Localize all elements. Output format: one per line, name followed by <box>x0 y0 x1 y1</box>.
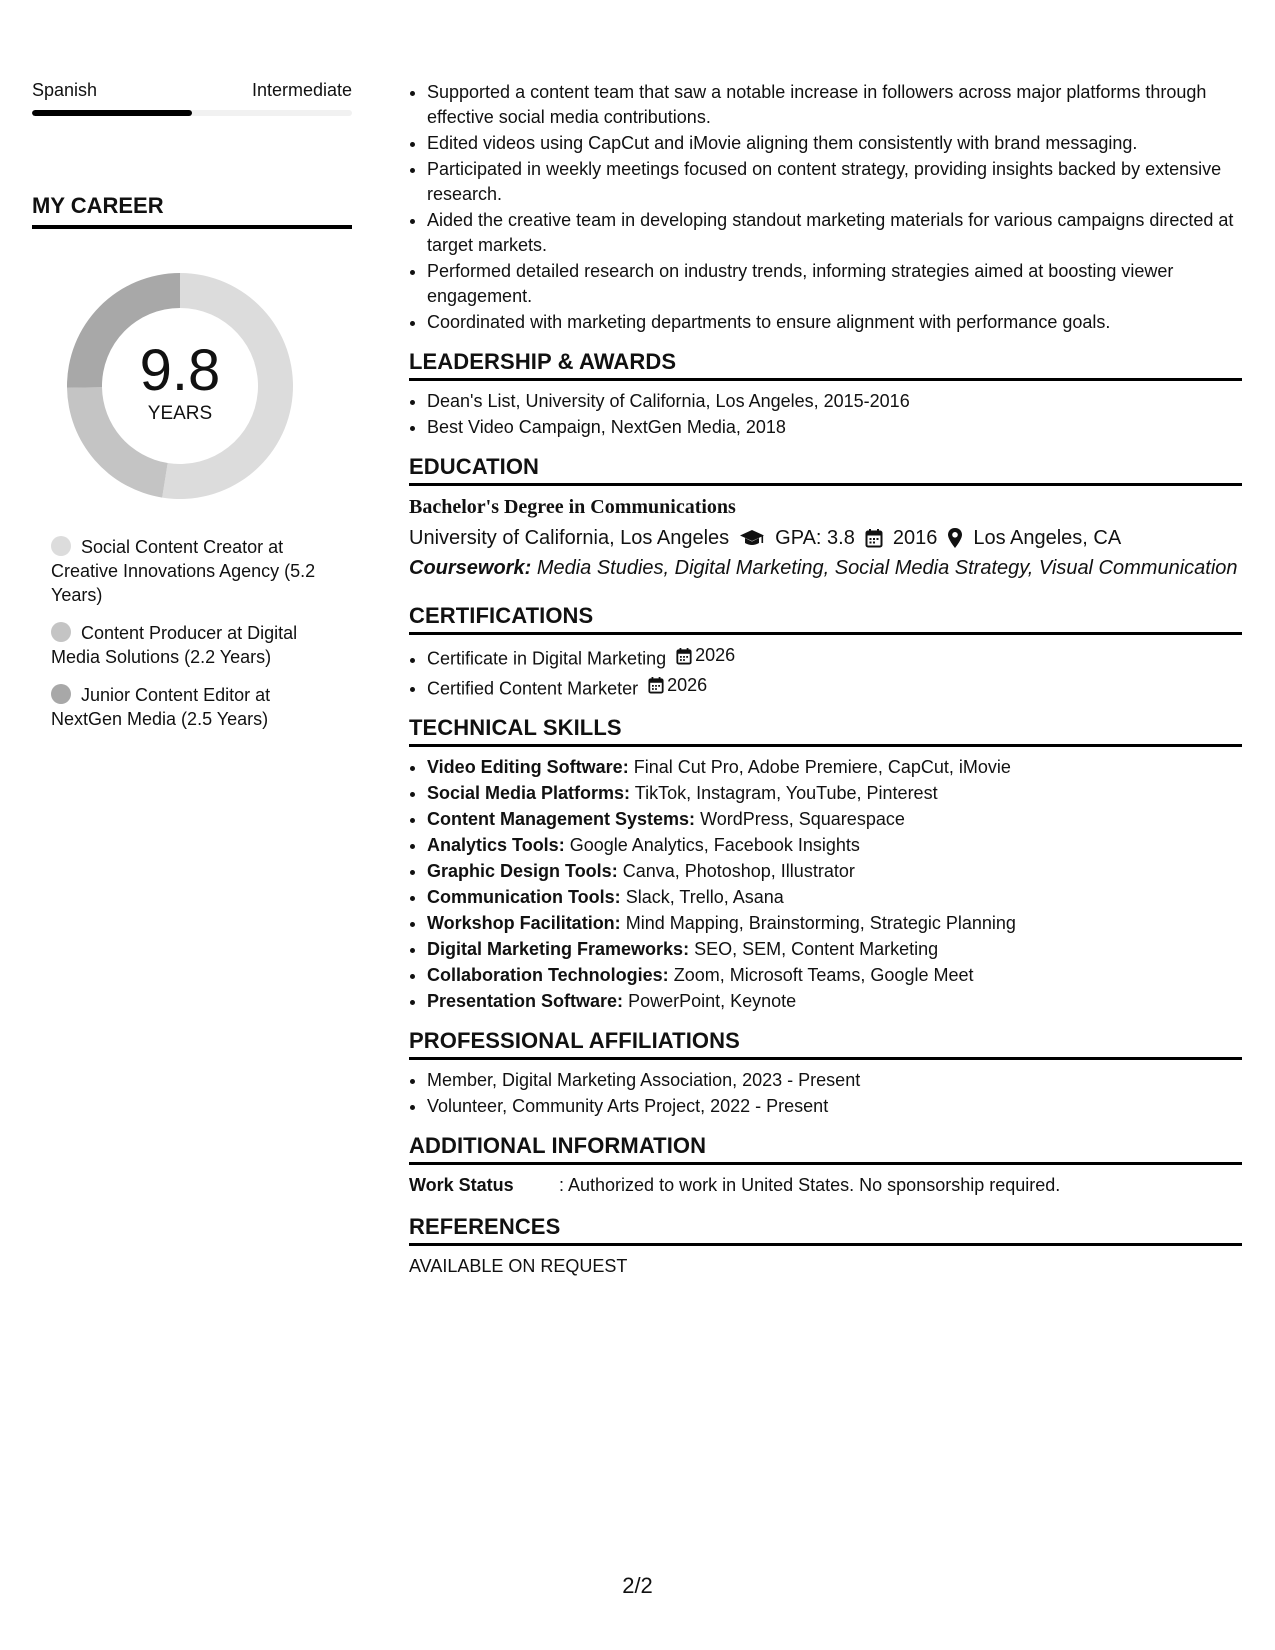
skill-item <box>427 937 1242 962</box>
work-status-label: Work Status <box>409 1175 514 1195</box>
career-total-unit: YEARS <box>147 403 213 424</box>
work-status-row <box>409 1173 1242 1197</box>
education-school: University of California, Los Angeles <box>409 527 730 549</box>
skill-item <box>427 755 1242 780</box>
skill-value: Canva, Photoshop, Illustrator <box>622 861 855 881</box>
skill-value: SEO, SEM, Content Marketing <box>694 939 939 959</box>
legend-dot-icon <box>51 684 71 704</box>
affiliation-item: • Volunteer, Community Arts Project, 2022 - Present <box>427 1094 1242 1119</box>
calendar-icon <box>865 528 883 548</box>
coursework-value: Media Studies, Digital Marketing, Social Media Strategy, Visual Communication <box>536 557 1238 579</box>
additional-section <box>409 1132 1242 1197</box>
skill-item <box>427 963 1242 988</box>
education-location: Los Angeles, CA <box>973 527 1122 549</box>
career-legend <box>51 535 352 731</box>
skill-item <box>427 859 1242 884</box>
skill-label: Collaboration Technologies: <box>427 965 669 985</box>
skill-label: Social Media Platforms: <box>427 783 631 803</box>
certification-item <box>427 643 1242 672</box>
education-year: 2016 <box>892 527 938 549</box>
experience-bullet: • Aided the creative team in developing standout marketing materials for various campaigns directed at target markets. <box>427 208 1242 258</box>
skill-value: Final Cut Pro, Adobe Premiere, CapCut, iMovie <box>633 757 1011 777</box>
certifications-section <box>409 602 1242 701</box>
career-donut-chart <box>67 273 293 499</box>
leadership-list <box>409 389 1242 440</box>
experience-bullet: • Participated in weekly meetings focused on content strategy, providing insights backed by extensive research. <box>427 157 1242 207</box>
skill-label: Presentation Software: <box>427 991 624 1011</box>
graduation-cap-icon <box>739 528 765 548</box>
career-heading: MY CAREER <box>32 192 352 229</box>
skills-list <box>409 755 1242 1014</box>
certification-date-text: 2026 <box>695 645 736 665</box>
location-pin-icon <box>947 527 963 549</box>
skill-item <box>427 807 1242 832</box>
page-number: 2/2 <box>622 1573 653 1598</box>
legend-dot-icon <box>51 536 71 556</box>
skill-value: Google Analytics, Facebook Insights <box>569 835 860 855</box>
section-title-references: REFERENCES <box>409 1213 1242 1246</box>
calendar-icon <box>676 647 695 665</box>
skill-value: Zoom, Microsoft Teams, Google Meet <box>673 965 974 985</box>
calendar-icon <box>648 676 667 694</box>
certification-date <box>676 643 735 668</box>
skill-item <box>427 833 1242 858</box>
skill-value: TikTok, Instagram, YouTube, Pinterest <box>634 783 938 803</box>
leadership-item: • Dean's List, University of California, Los Angeles, 2015-2016 <box>427 389 1242 414</box>
legend-dot-icon <box>51 622 71 642</box>
leadership-section <box>409 348 1242 440</box>
skill-label: Digital Marketing Frameworks: <box>427 939 690 959</box>
certifications-list <box>409 643 1242 701</box>
skill-item <box>427 911 1242 936</box>
section-title-skills: TECHNICAL SKILLS <box>409 714 1242 747</box>
career-legend-label: Junior Content Editor at NextGen Media (2.5 Years) <box>51 685 271 729</box>
skills-section <box>409 714 1242 1014</box>
career-legend-item <box>51 683 352 731</box>
work-status-value: : Authorized to work in United States. No sponsorship required. <box>559 1175 1061 1195</box>
education-gpa: GPA: 3.8 <box>775 527 855 549</box>
experience-bullet: • Supported a content team that saw a notable increase in followers across major platforms through effective social media contributions. <box>427 80 1242 130</box>
education-meta <box>409 524 1242 552</box>
experience-bullets <box>409 80 1242 335</box>
skill-label: Video Editing Software: <box>427 757 629 777</box>
donut-center <box>67 273 293 499</box>
language-row <box>32 78 352 102</box>
career-total-years: 9.8 <box>139 338 221 403</box>
references-text: AVAILABLE ON REQUEST <box>409 1256 628 1276</box>
skill-item <box>427 781 1242 806</box>
career-legend-item <box>51 535 352 607</box>
experience-bullet: • Performed detailed research on industry trends, informing strategies aimed at boosting viewer engagement. <box>427 259 1242 309</box>
references-section <box>409 1213 1242 1278</box>
coursework-label: Coursework: <box>409 557 532 579</box>
skill-label: Analytics Tools: <box>427 835 565 855</box>
section-title-leadership: LEADERSHIP & AWARDS <box>409 348 1242 381</box>
affiliation-item: • Member, Digital Marketing Association, 2023 - Present <box>427 1068 1242 1093</box>
affiliations-list <box>409 1068 1242 1119</box>
right-column <box>409 80 1242 1278</box>
section-title-additional: ADDITIONAL INFORMATION <box>409 1132 1242 1165</box>
education-coursework <box>409 556 1242 580</box>
career-legend-item <box>51 621 352 669</box>
language-level: Intermediate <box>251 80 352 100</box>
skill-label: Communication Tools: <box>427 887 621 907</box>
language-proficiency-fill <box>32 110 192 116</box>
certification-name: Certified Content Marketer <box>427 678 639 698</box>
experience-bullet: • Coordinated with marketing departments to ensure alignment with performance goals. <box>427 310 1242 335</box>
skill-label: Graphic Design Tools: <box>427 861 618 881</box>
skill-label: Workshop Facilitation: <box>427 913 621 933</box>
certification-item <box>427 673 1242 702</box>
skill-item <box>427 989 1242 1014</box>
career-legend-label: Content Producer at Digital Media Solutions (2.2 Years) <box>51 623 298 667</box>
skill-item <box>427 885 1242 910</box>
leadership-item: • Best Video Campaign, NextGen Media, 2018 <box>427 415 1242 440</box>
language-proficiency-bar <box>32 110 352 116</box>
section-title-affiliations: PROFESSIONAL AFFILIATIONS <box>409 1027 1242 1060</box>
experience-bullet: • Edited videos using CapCut and iMovie aligning them consistently with brand messaging. <box>427 131 1242 156</box>
skill-value: WordPress, Squarespace <box>700 809 905 829</box>
affiliations-section <box>409 1027 1242 1119</box>
certification-date <box>648 673 707 698</box>
certification-name: Certificate in Digital Marketing <box>427 648 667 669</box>
education-section <box>409 453 1242 580</box>
language-name: Spanish <box>32 80 98 100</box>
skill-label: Content Management Systems: <box>427 809 696 829</box>
section-title-education: EDUCATION <box>409 453 1242 486</box>
career-legend-label: Social Content Creator at Creative Innovations Agency (5.2 Years) <box>51 537 316 605</box>
skill-value: PowerPoint, Keynote <box>628 991 797 1011</box>
education-degree: Bachelor's Degree in Communications <box>409 496 736 518</box>
left-column <box>32 78 352 745</box>
skill-value: Mind Mapping, Brainstorming, Strategic Planning <box>625 913 1016 933</box>
skill-value: Slack, Trello, Asana <box>625 887 784 907</box>
section-title-certifications: CERTIFICATIONS <box>409 602 1242 635</box>
certification-date-text: 2026 <box>667 674 708 695</box>
